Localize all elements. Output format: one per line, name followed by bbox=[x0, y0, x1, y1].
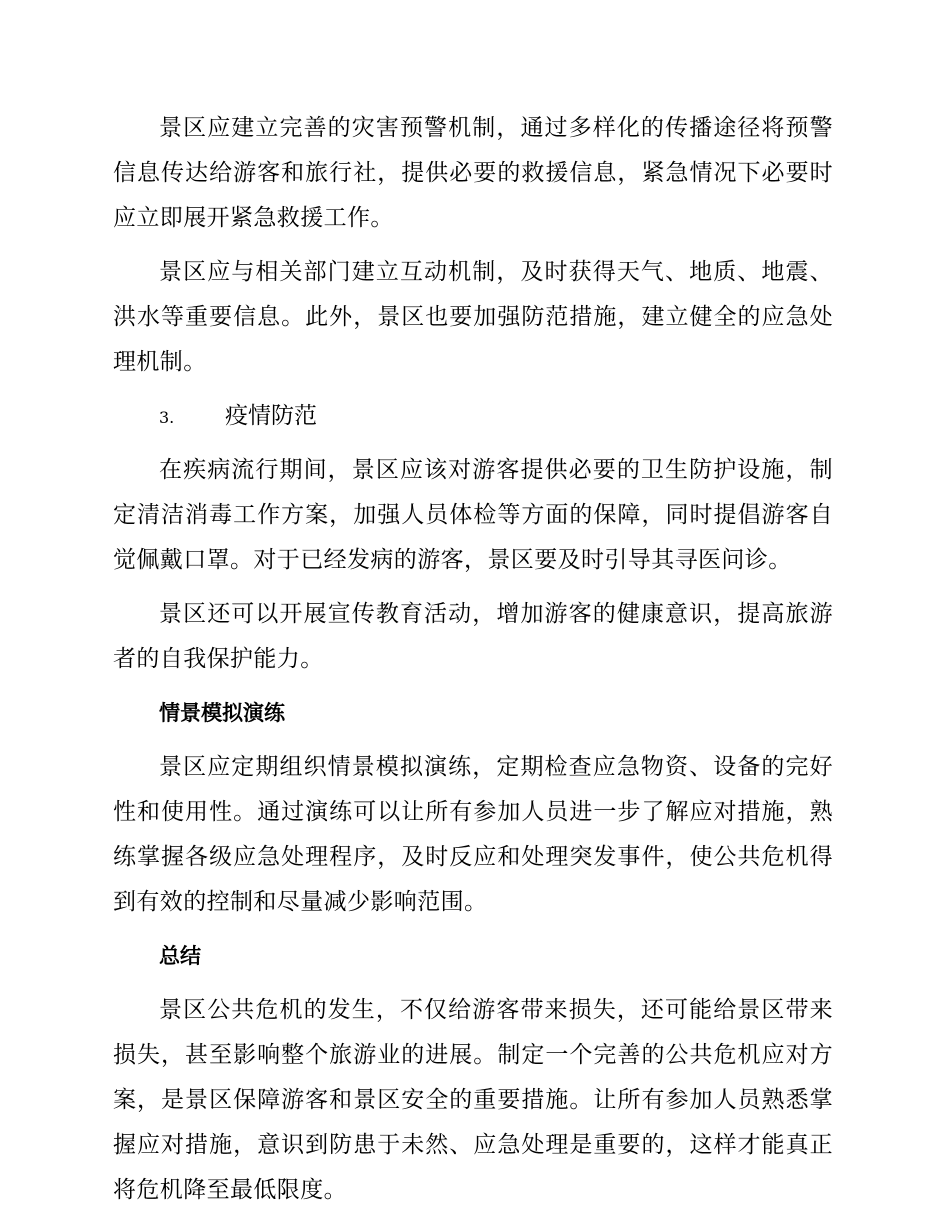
paragraph-summary: 景区公共危机的发生，不仅给游客带来损失，还可能给景区带来损失，甚至影响整个旅游业的进展。制定一个完善的公共危机应对方案，是景区保障游客和景区安全的重要措施。让所有参加人员熟悉掌握应对措施，意识到防患于未然、应急处理是重要的，这样才能真正将危机降至最低限度。 bbox=[113, 997, 833, 1203]
paragraph-gap bbox=[113, 583, 833, 592]
paragraph-gap bbox=[113, 925, 833, 934]
list-item-label: 疫情防范 bbox=[225, 403, 317, 429]
heading-drill: 情景模拟演练 bbox=[159, 701, 285, 725]
paragraph-interaction-mechanism: 景区应与相关部门建立互动机制，及时获得天气、地质、地震、洪水等重要信息。此外，景区也要加强防范措施，建立健全的应急处理机制。 bbox=[113, 259, 833, 375]
paragraph-drill: 景区应定期组织情景模拟演练，定期检查应急物资、设备的完好性和使用性。通过演练可以让所有参加人员进一步了解应对措施，熟练掌握各级应急处理程序，及时反应和处理突发事件，使公共危机得到有效的控制和尽量减少影响范围。 bbox=[113, 754, 833, 915]
document-page bbox=[113, 106, 833, 1213]
list-item-number: 3. bbox=[159, 408, 175, 427]
paragraph-disaster-warning: 景区应建立完善的灾害预警机制，通过多样化的传播途径将预警信息传达给游客和旅行社，提供必要的救援信息，紧急情况下必要时应立即展开紧急救援工作。 bbox=[113, 115, 833, 231]
paragraph-gap bbox=[113, 385, 833, 394]
paragraph-gap bbox=[113, 682, 833, 691]
heading-summary: 总结 bbox=[159, 944, 201, 968]
paragraph-epidemic-measures: 在疾病流行期间，景区应该对游客提供必要的卫生防护设施，制定清洁消毒工作方案，加强人员体检等方面的保障，同时提倡游客自觉佩戴口罩。对于已经发病的游客，景区要及时引导其寻医问诊。 bbox=[113, 457, 833, 573]
list-item-epidemic-prevention bbox=[113, 394, 833, 439]
paragraph-gap bbox=[113, 979, 833, 988]
paragraph-gap bbox=[113, 439, 833, 448]
paragraph-gap bbox=[113, 241, 833, 250]
paragraph-health-education: 景区还可以开展宣传教育活动，增加游客的健康意识，提高旅游者的自我保护能力。 bbox=[113, 601, 833, 672]
paragraph-gap bbox=[113, 736, 833, 745]
